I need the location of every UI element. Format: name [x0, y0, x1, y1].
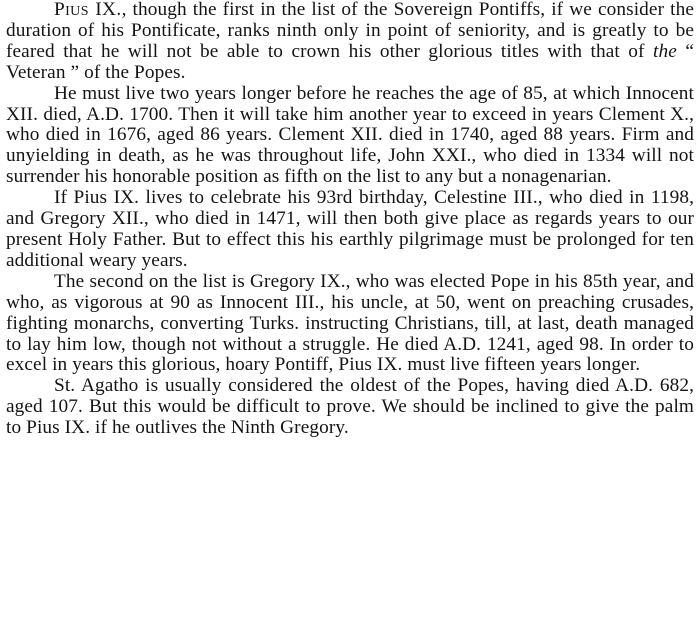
paragraph-1 — [6, 0, 694, 84]
paragraph-3: If Pius IX. lives to celebrate his 93rd birthday, Celestine III., who died in 1198, and Gregory XII., who died in 1471, will then both give place as regards years to our present Holy Father. But to effect this his earthly pilgrimage must be prolonged for ten additional weary years. — [6, 187, 694, 271]
paragraph-1-tail: “ Veteran ” of the Popes. — [6, 40, 694, 83]
paragraph-1-lead: Pius IX. — [54, 0, 122, 20]
paragraph-4: The second on the list is Gregory IX., who was elected Pope in his 85th year, and who, as vigorous at 90 as Innocent III., his uncle, at 50, went on preaching crusades, fighting monarchs, converting Turks. instructing Christians, till, at last, death managed to lay him low, though not without a struggle. He died A.D. 1241, aged 98. In order to excel in years this glorious, hoary Pontiff, Pius IX. must live fifteen years longer. — [6, 270, 694, 376]
paragraph-5: St. Agatho is usually considered the oldest of the Popes, having died A.D. 682, aged 107. But this would be difficult to prove. We should be inclined to give the palm to Pius IX. if he outlives the Ninth Gregory. — [6, 375, 694, 439]
paragraph-1-text: , though the first in the list of the Sovereign Pontiffs, if we consider the duration of his Pontificate, ranks ninth only in point of seniority, and is greatly to be feared that he will not be able to crown his other glorious titles with that of — [6, 0, 694, 62]
paragraph-1-emphasis: the — [653, 40, 677, 62]
paragraph-2: He must live two years longer before he reaches the age of 85, at which Innocent XII. died, A.D. 1700. Then it will take him another year to exceed in years Clement X., who died in 1676, aged 86 years. Clement XII. died in 1740, aged 88 years. Firm and unyielding in death, as he was throughout life, John XXI., who died in 1334 will not surrender his honorable position as fifth on the list to any but a nonagenarian. — [6, 82, 694, 188]
article-body — [6, 0, 694, 439]
